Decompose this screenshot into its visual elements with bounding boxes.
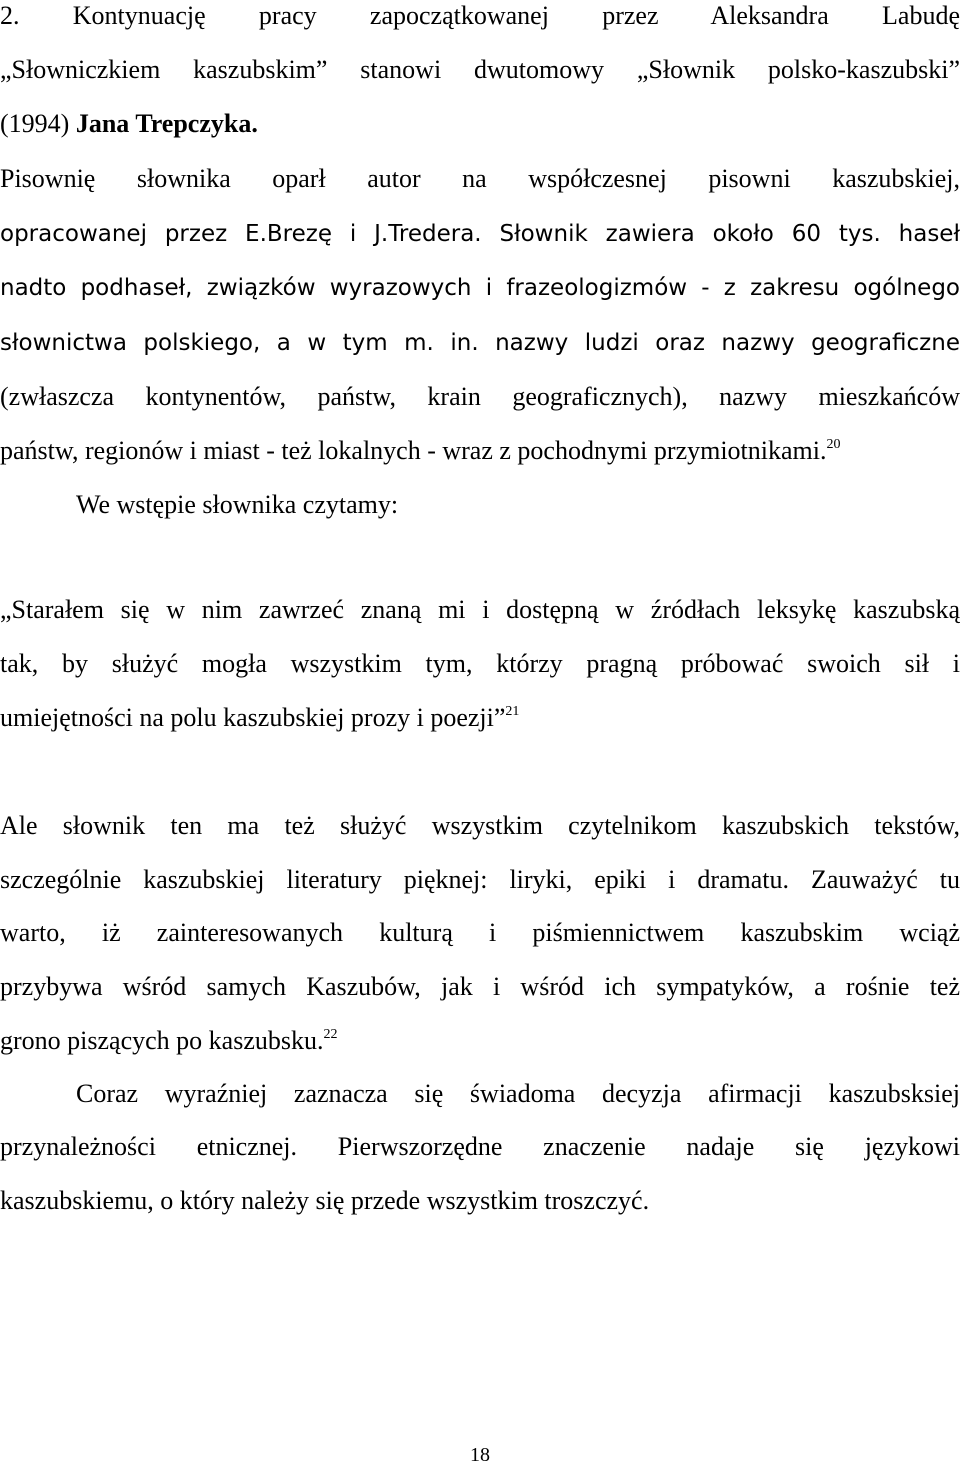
paragraph-3-line-3: kaszubskiemu, o który należy się przede wszystkim troszczyć. bbox=[0, 1186, 650, 1215]
paragraph-3-line-1: Coraz wyraźniej zaznacza się świadoma decyzja afirmacji kaszubsksiej bbox=[76, 1079, 960, 1108]
paragraph-2-line-2: szczególnie kaszubskiej literatury pięknej: liryki, epiki i dramatu. Zauważyć tu bbox=[0, 865, 960, 894]
quotation-line-3-text: umiejętności na polu kaszubskiej prozy i poezji” bbox=[0, 703, 506, 732]
paragraph-2-line-5-text: grono piszących po kaszubsku. bbox=[0, 1026, 324, 1055]
paragraph-1-line-7: słownictwa polskiego, a w tym m. in. nazwy ludzi oraz nazwy geograficzne bbox=[0, 330, 960, 356]
paragraph-1-line-9-text: państw, regionów i miast - też lokalnych - wraz z pochodnymi przymiotnikami. bbox=[0, 436, 827, 465]
year-text: (1994) bbox=[0, 109, 76, 138]
paragraph-1-line-3 bbox=[0, 108, 960, 140]
paragraph-1-line-5: opracowanej przez E.Brezę i J.Tredera. Słownik zawiera około 60 tys. haseł bbox=[0, 221, 960, 247]
quotation-line-2: tak, by służyć mogła wszystkim tym, którzy pragną próbować swoich sił i bbox=[0, 649, 960, 678]
paragraph-1-line-10: We wstępie słownika czytamy: bbox=[76, 490, 399, 519]
paragraph-1-line-1: 2. Kontynuację pracy zapoczątkowanej przez Aleksandra Labudę bbox=[0, 1, 960, 30]
quotation-line-1: „Starałem się w nim zawrzeć znaną mi i dostępną w źródłach leksykę kaszubską bbox=[0, 595, 960, 624]
paragraph-2-line-1: Ale słownik ten ma też służyć wszystkim czytelnikom kaszubskich tekstów, bbox=[0, 811, 960, 840]
author-name: Jana Trepczyka. bbox=[75, 109, 258, 138]
paragraph-1-line-2: „Słowniczkiem kaszubskim” stanowi dwutomowy „Słownik polsko-kaszubski” bbox=[0, 55, 960, 84]
footnote-ref-20[interactable]: 20 bbox=[826, 437, 841, 452]
paragraph-1-line-8: (zwłaszcza kontynentów, państw, krain geograficznych), nazwy mieszkańców bbox=[0, 382, 960, 411]
paragraph-1-line-9 bbox=[0, 435, 960, 467]
page-number: 18 bbox=[470, 1444, 490, 1466]
footnote-ref-22[interactable]: 22 bbox=[323, 1027, 338, 1042]
paragraph-1-line-6: nadto podhaseł, związków wyrazowych i frazeologizmów - z zakresu ogólnego bbox=[0, 275, 960, 301]
footnote-ref-21[interactable]: 21 bbox=[505, 704, 520, 719]
quotation-line-3 bbox=[0, 702, 960, 734]
paragraph-2-line-4: przybywa wśród samych Kaszubów, jak i wśród ich sympatyków, a rośnie też bbox=[0, 972, 960, 1001]
paragraph-1-line-4: Pisownię słownika oparł autor na współczesnej pisowni kaszubskiej, bbox=[0, 164, 960, 193]
paragraph-3-line-2: przynależności etnicznej. Pierwszorzędne znaczenie nadaje się językowi bbox=[0, 1132, 960, 1161]
paragraph-2-line-3: warto, iż zainteresowanych kulturą i piśmiennictwem kaszubskim wciąż bbox=[0, 918, 960, 947]
paragraph-2-line-5 bbox=[0, 1025, 960, 1057]
